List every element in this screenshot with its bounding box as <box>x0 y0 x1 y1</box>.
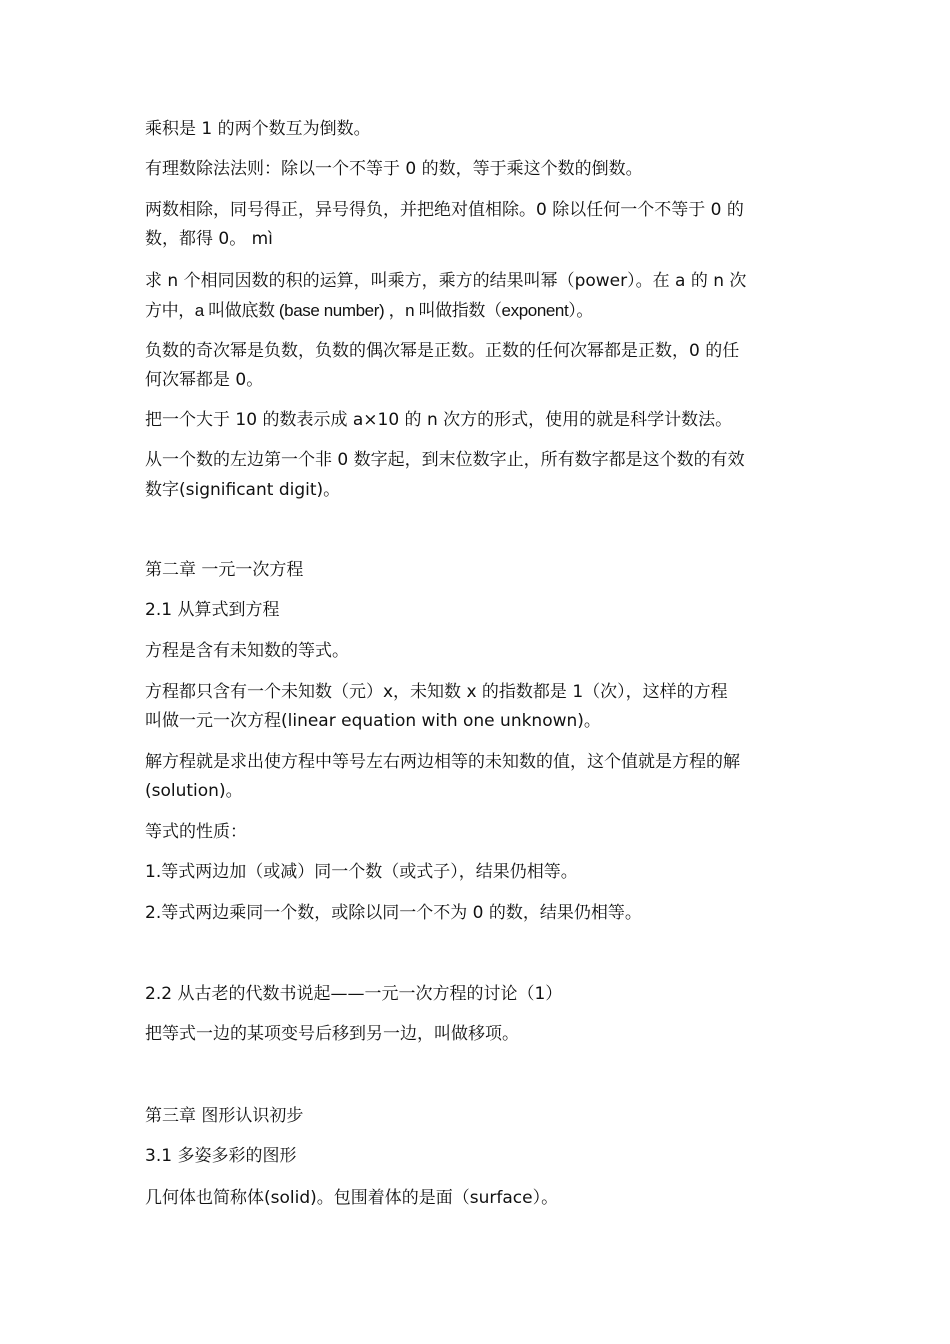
paragraph-power-sign-line1: 负数的奇次幂是负数，负数的偶次幂是正数。正数的任何次幂都是正数，0 的任 <box>145 341 740 361</box>
section-2-1-heading: 2.1 从算式到方程 <box>145 600 280 620</box>
paragraph-significant-digit-line2: 数字(significant digit)。 <box>145 480 341 500</box>
section-2-2-heading: 2.2 从古老的代数书说起——一元一次方程的讨论（1） <box>145 984 563 1004</box>
paragraph-scientific-notation: 把一个大于 10 的数表示成 a×10 的 n 次方的形式，使用的就是科学计数法。 <box>145 410 733 430</box>
paragraph-solid-surface: 几何体也简称体(solid)。包围着体的是面（surface）。 <box>145 1188 559 1208</box>
paragraph-division-sign-line1: 两数相除，同号得正，异号得负，并把绝对值相除。0 除以任何一个不等于 0 的 <box>145 200 744 220</box>
paragraph-power-line2: 方中，a 叫做底数 (base number) ，n 叫做指数（exponent）。 <box>145 301 594 320</box>
paragraph-linear-equation-line1: 方程都只含有一个未知数（元）x，未知数 x 的指数都是 1（次），这样的方程 <box>145 682 728 702</box>
paragraph-significant-digit-line1: 从一个数的左边第一个非 0 数字起，到末位数字止，所有数字都是这个数的有效 <box>145 450 745 470</box>
paragraph-equation-definition: 方程是含有未知数的等式。 <box>145 641 349 661</box>
paragraph-equality-properties: 等式的性质： <box>145 822 247 842</box>
paragraph-reciprocal: 乘积是 1 的两个数互为倒数。 <box>145 119 371 139</box>
section-3-1-heading: 3.1 多姿多彩的图形 <box>145 1146 297 1166</box>
chapter-two-heading: 第二章 一元一次方程 <box>145 560 304 580</box>
paragraph-solution-line1: 解方程就是求出使方程中等号左右两边相等的未知数的值，这个值就是方程的解 <box>145 752 740 772</box>
paragraph-power-line1: 求 n 个相同因数的积的运算，叫乘方，乘方的结果叫幂（power）。在 a 的 n 次 <box>145 271 747 291</box>
paragraph-equality-property-2: 2.等式两边乘同一个数，或除以同一个不为 0 的数，结果仍相等。 <box>145 903 642 923</box>
paragraph-linear-equation-line2: 叫做一元一次方程(linear equation with one unknown)。 <box>145 711 601 731</box>
paragraph-division-sign-line2: 数，都得 0。 mì <box>145 229 273 249</box>
paragraph-power-sign-line2: 何次幂都是 0。 <box>145 370 264 390</box>
chapter-three-heading: 第三章 图形认识初步 <box>145 1106 304 1126</box>
paragraph-equality-property-1: 1.等式两边加（或减）同一个数（或式子），结果仍相等。 <box>145 862 578 882</box>
paragraph-division-rule: 有理数除法法则：除以一个不等于 0 的数，等于乘这个数的倒数。 <box>145 159 643 179</box>
paragraph-transposition: 把等式一边的某项变号后移到另一边，叫做移项。 <box>145 1024 519 1044</box>
paragraph-solution-line2: (solution)。 <box>145 781 243 801</box>
